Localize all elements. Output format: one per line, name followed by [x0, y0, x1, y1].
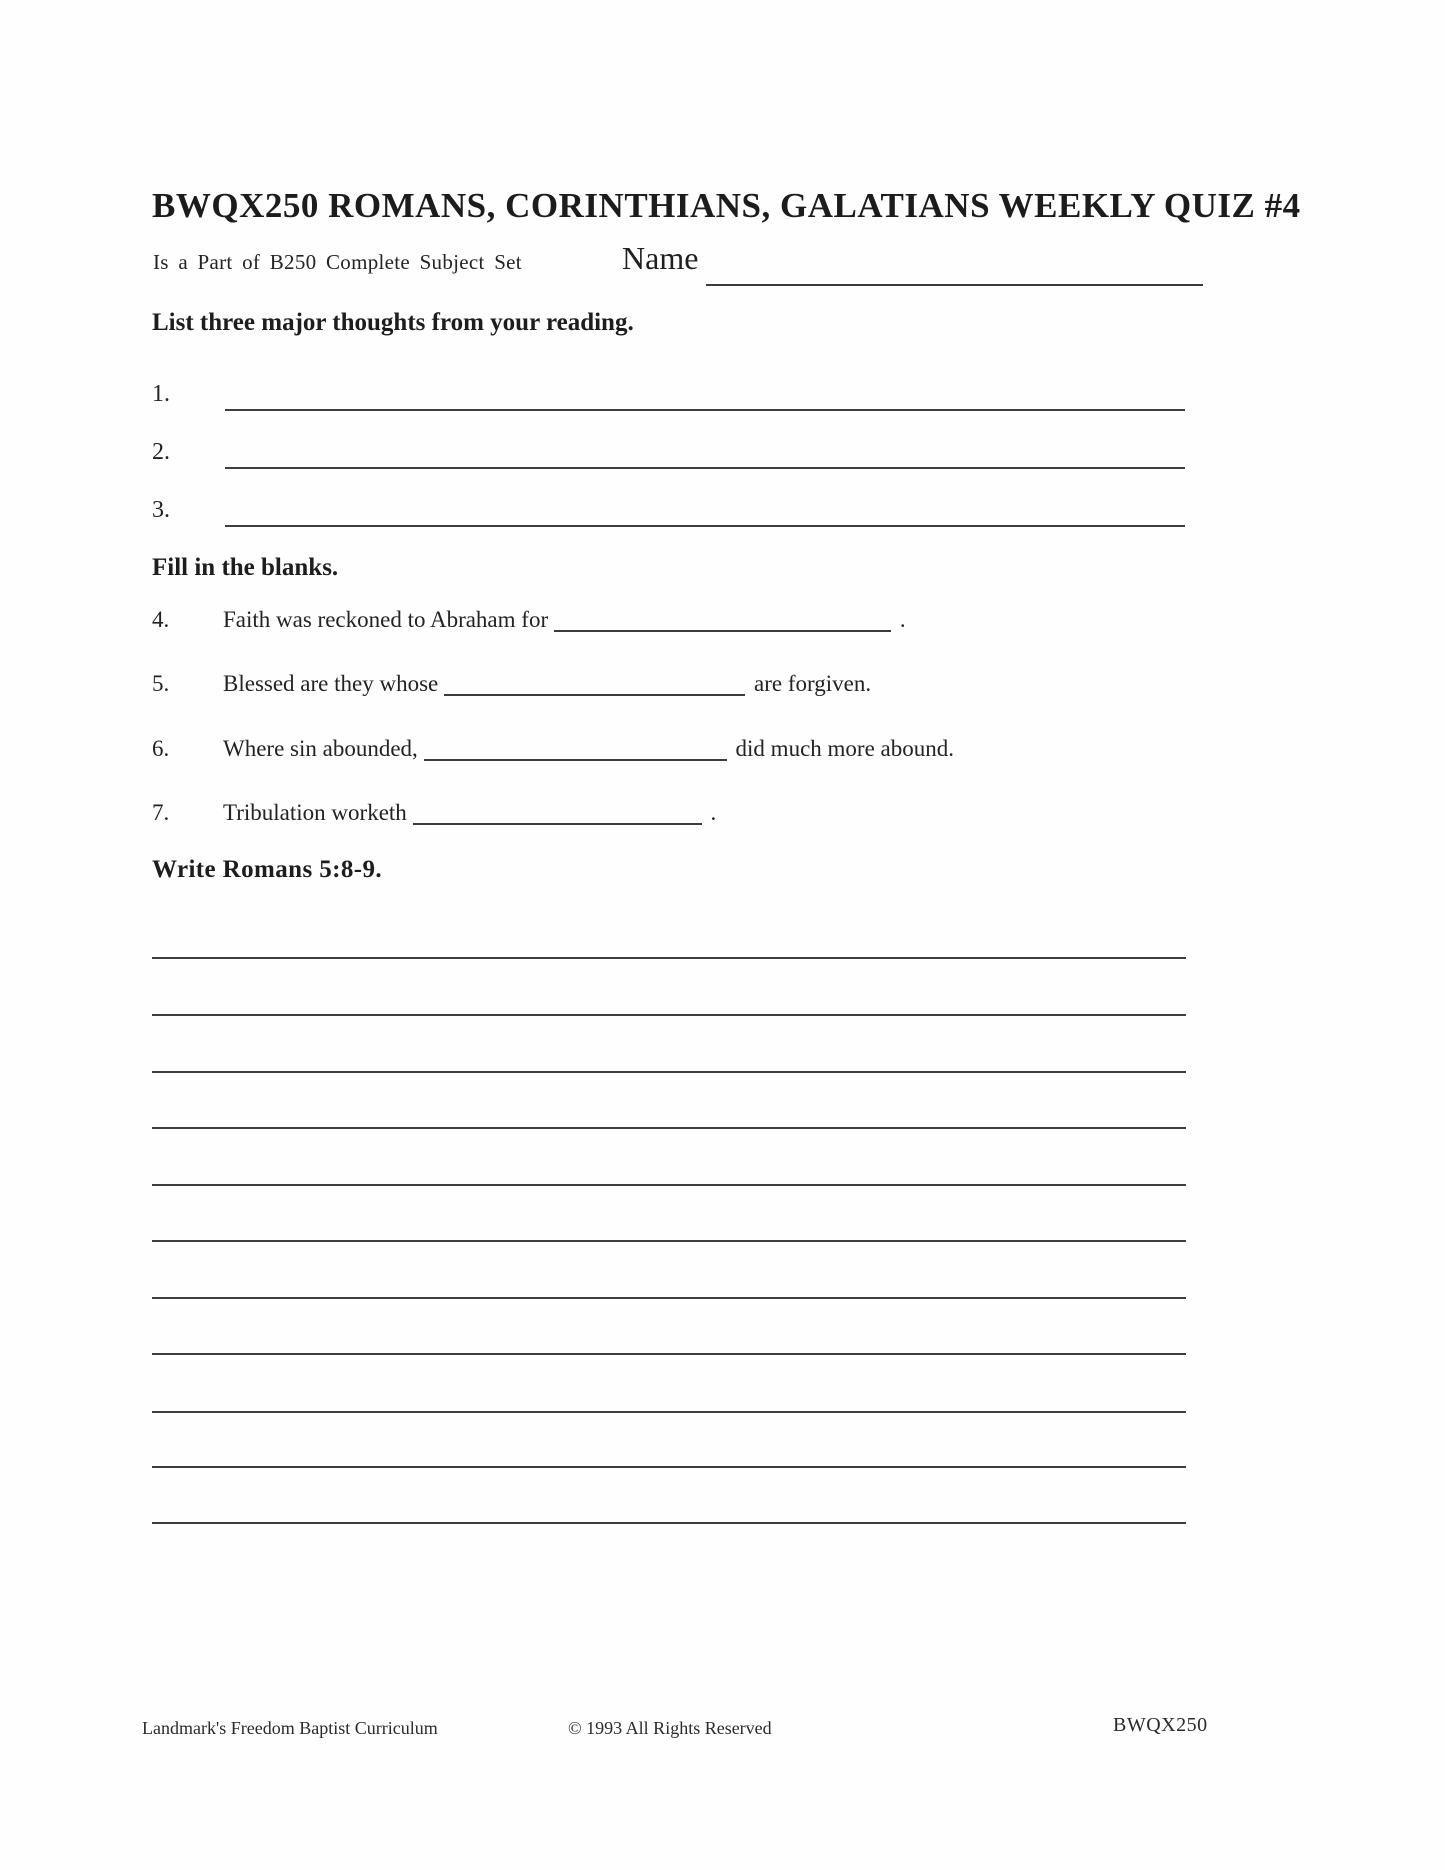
question-text-before: Blessed are they whose — [223, 671, 439, 696]
writing-line-9[interactable] — [152, 1411, 1186, 1413]
name-label: Name — [622, 240, 699, 276]
fill-blank-5[interactable] — [444, 692, 745, 696]
fill-question-4 — [152, 604, 906, 636]
fill-section-heading: Fill in the blanks. — [152, 554, 339, 581]
answer-line-2[interactable] — [225, 467, 1185, 469]
fill-blank-6[interactable] — [424, 757, 727, 761]
question-text-before: Tribulation worketh — [223, 800, 407, 825]
footer-code: BWQX250 — [1113, 1714, 1208, 1736]
writing-line-2[interactable] — [152, 1014, 1186, 1016]
writing-line-5[interactable] — [152, 1184, 1186, 1186]
fill-question-6 — [152, 733, 954, 765]
question-number: 2. — [152, 439, 170, 465]
writing-line-7[interactable] — [152, 1297, 1186, 1299]
fill-question-5 — [152, 668, 871, 700]
question-text-after: are forgiven. — [754, 671, 872, 696]
answer-line-3[interactable] — [225, 525, 1185, 527]
question-text-before: Faith was reckoned to Abraham for — [223, 607, 549, 632]
subtitle: Is a Part of B250 Complete Subject Set — [153, 250, 522, 274]
writing-line-4[interactable] — [152, 1127, 1186, 1129]
writing-line-6[interactable] — [152, 1240, 1186, 1242]
name-input-line[interactable] — [706, 284, 1203, 286]
footer-copyright: © 1993 All Rights Reserved — [568, 1718, 772, 1738]
fill-question-7 — [152, 797, 716, 829]
writing-line-11[interactable] — [152, 1522, 1186, 1524]
footer-publisher: Landmark's Freedom Baptist Curriculum — [142, 1718, 438, 1738]
question-text-after: . — [899, 607, 906, 632]
question-text-before: Where sin abounded, — [223, 736, 418, 761]
fill-blank-7[interactable] — [413, 821, 702, 825]
writing-line-3[interactable] — [152, 1071, 1186, 1073]
write-section-heading: Write Romans 5:8-9. — [152, 856, 383, 883]
question-number: 5. — [152, 671, 170, 696]
question-number: 7. — [152, 800, 170, 825]
question-text-after: . — [710, 800, 717, 825]
fill-blank-4[interactable] — [554, 628, 891, 632]
page-title: BWQX250 ROMANS, CORINTHIANS, GALATIANS WEEKLY QUIZ #4 — [152, 186, 1301, 225]
answer-line-1[interactable] — [225, 409, 1185, 411]
question-number: 6. — [152, 736, 170, 761]
question-number: 1. — [152, 381, 170, 407]
writing-line-1[interactable] — [152, 957, 1186, 959]
writing-line-8[interactable] — [152, 1353, 1186, 1355]
question-number: 3. — [152, 497, 170, 523]
question-number: 4. — [152, 607, 170, 632]
writing-line-10[interactable] — [152, 1466, 1186, 1468]
list-section-heading: List three major thoughts from your reading. — [152, 309, 634, 336]
question-text-after: did much more abound. — [735, 736, 955, 761]
